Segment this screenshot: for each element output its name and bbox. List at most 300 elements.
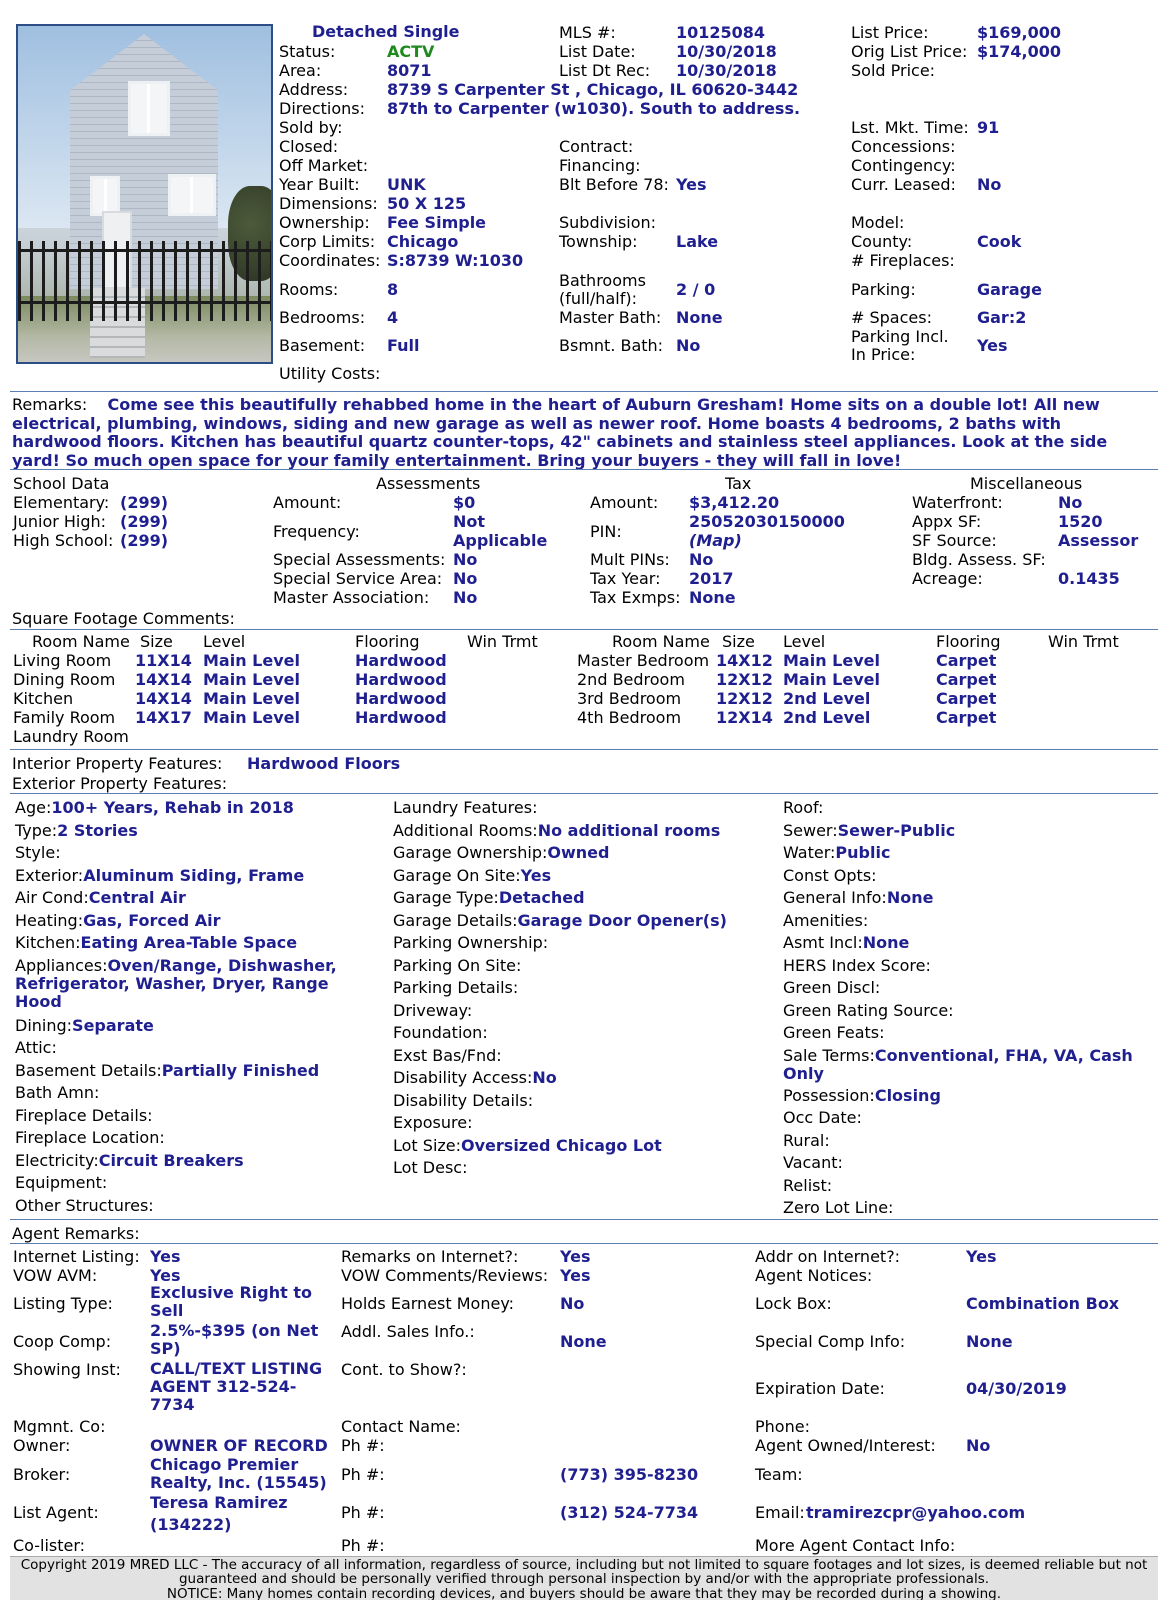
feature-value: 2 Stories: [57, 820, 138, 840]
room-level: 2nd Level: [783, 689, 871, 708]
agent-phone[interactable]: (312) 524-7734: [560, 1503, 699, 1522]
feature-row: [783, 797, 1153, 820]
feature-label: Disability Details:: [393, 1090, 534, 1110]
remarks-label: Remarks:: [12, 395, 88, 414]
feature-label: Rural:: [783, 1130, 830, 1150]
tax-title: Tax: [725, 474, 752, 493]
rooms-header-size: Size: [722, 632, 755, 651]
blt-before-label: Blt Before 78:: [559, 175, 669, 194]
interior-features-label: Interior Property Features:: [12, 754, 223, 773]
county-label: County:: [851, 232, 913, 251]
room-size: 14X17: [135, 708, 192, 727]
internet-listing-value: Yes: [150, 1247, 181, 1266]
feature-label: Exposure:: [393, 1113, 473, 1132]
parking-incl-label: Parking Incl.: [851, 327, 949, 346]
dimensions-value: 50 X 125: [387, 194, 467, 213]
off-market-label: Off Market:: [279, 156, 369, 175]
divider: [10, 1243, 1158, 1244]
room-name: Kitchen: [13, 689, 74, 708]
ph-label: Ph #:: [341, 1503, 385, 1522]
feature-row: [783, 1107, 1153, 1130]
feature-label: Electricity:: [15, 1150, 99, 1170]
feature-value: Oven/Range, Dishwasher, Refrigerator, Washer, Dryer, Range Hood: [15, 955, 337, 1011]
waterfront-label: Waterfront:: [912, 493, 1003, 512]
high-school-value: (299): [120, 531, 169, 550]
divider: [10, 469, 1158, 470]
frequency-value: Not: [453, 512, 486, 531]
feature-value: 100+ Years, Rehab in 2018: [51, 798, 294, 817]
coop-comp-value: 2.5%-$395 (on Net SP): [150, 1321, 319, 1358]
feature-label: Green Rating Source:: [783, 1000, 954, 1020]
high-school-label: High School:: [13, 531, 114, 550]
feature-row: [393, 932, 763, 955]
feature-row: [15, 1105, 365, 1128]
feature-row: [783, 842, 1153, 865]
model-label: Model:: [851, 213, 905, 232]
feature-label: Style:: [15, 843, 61, 862]
vow-avm-value: Yes: [150, 1266, 181, 1285]
lock-box-value: Combination Box: [966, 1294, 1120, 1313]
basement-value: Full: [387, 336, 420, 355]
contact-name-label: Contact Name:: [341, 1417, 461, 1436]
room-size: 11X14: [135, 651, 192, 670]
feature-row: [393, 887, 763, 910]
sold-by-label: Sold by:: [279, 118, 343, 137]
feature-row: [783, 1022, 1153, 1045]
property-photo[interactable]: [16, 24, 273, 364]
feature-row: [783, 820, 1153, 843]
status-label: Status:: [279, 42, 336, 61]
addr-internet-label: Addr on Internet?:: [755, 1247, 901, 1266]
feature-value: Yes: [520, 865, 552, 885]
feature-label: Other Structures:: [15, 1195, 154, 1215]
feature-value: No: [532, 1068, 557, 1087]
ownership-label: Ownership:: [279, 213, 370, 232]
room-size: 12X12: [716, 689, 773, 708]
feature-row: [783, 887, 1153, 910]
internet-listing-label: Internet Listing:: [13, 1247, 140, 1266]
feature-row: [15, 1195, 365, 1218]
frequency-label: Frequency:: [273, 522, 360, 541]
feature-label: Garage Details:: [393, 910, 518, 930]
room-level: Main Level: [203, 651, 300, 670]
room-level: Main Level: [783, 651, 880, 670]
fireplaces-label: # Fireplaces:: [851, 251, 955, 270]
list-price-value: $169,000: [977, 23, 1062, 42]
feature-row: [783, 1085, 1153, 1108]
feature-label: Zero Lot Line:: [783, 1198, 894, 1217]
feature-label: Heating:: [15, 910, 84, 930]
junior-high-value: (299): [120, 512, 169, 531]
parking-incl-value: Yes: [977, 336, 1008, 355]
feature-label: Kitchen:: [15, 933, 81, 952]
feature-label: General Info:: [783, 888, 887, 907]
corp-limits-value: Chicago: [387, 232, 459, 251]
parking-value: Garage: [977, 280, 1042, 299]
tax-year-value: 2017: [689, 569, 734, 588]
feature-row: [393, 865, 763, 888]
feature-row: [393, 1135, 763, 1158]
feature-value: Circuit Breakers: [98, 1150, 244, 1170]
feature-label: Garage Type:: [393, 888, 499, 907]
feature-row: [15, 1127, 365, 1150]
bedrooms-value: 4: [387, 308, 399, 327]
mls-label: MLS #:: [559, 23, 616, 42]
broker-value: Chicago Premier Realty, Inc. (15545): [150, 1455, 327, 1492]
special-comp-label: Special Comp Info:: [755, 1332, 906, 1351]
room-name: 3rd Bedroom: [577, 689, 682, 708]
sf-source-label: SF Source:: [912, 531, 997, 550]
sold-price-label: Sold Price:: [851, 61, 936, 80]
list-date-value: 10/30/2018: [676, 42, 777, 61]
year-built-label: Year Built:: [279, 175, 360, 194]
tax-exmps-value: None: [689, 588, 736, 607]
bsmnt-bath-label: Bsmnt. Bath:: [559, 336, 664, 355]
feature-value: Sewer-Public: [837, 820, 956, 840]
phone-label: Phone:: [755, 1417, 810, 1436]
feature-row: [393, 1112, 763, 1135]
feature-row: [15, 1060, 365, 1083]
concessions-label: Concessions:: [851, 137, 956, 156]
dimensions-label: Dimensions:: [279, 194, 378, 213]
rooms-header-win-trmt: Win Trmt: [1048, 632, 1119, 651]
contingency-label: Contingency:: [851, 156, 956, 175]
lock-box-label: Lock Box:: [755, 1294, 832, 1313]
bsmnt-bath-value: No: [676, 336, 701, 355]
parking-incl-label-2: In Price:: [851, 345, 916, 364]
rooms-header-name: Room Name: [612, 632, 710, 651]
divider: [10, 1219, 1158, 1220]
feature-label: Appliances:: [15, 955, 108, 975]
feature-value: Oversized Chicago Lot: [461, 1135, 662, 1155]
feature-label: Fireplace Location:: [15, 1128, 165, 1147]
bldg-assess-sf-label: Bldg. Assess. SF:: [912, 550, 1046, 569]
acreage-value: 0.1435: [1058, 569, 1120, 588]
ownership-value: Fee Simple: [387, 213, 487, 232]
showing-inst-value: CALL/TEXT LISTING AGENT 312-524-7734: [150, 1359, 323, 1414]
misc-title: Miscellaneous: [970, 474, 1083, 493]
expiration-date-value: 04/30/2019: [966, 1379, 1067, 1398]
feature-label: Equipment:: [15, 1173, 108, 1192]
vow-avm-label: VOW AVM:: [13, 1266, 98, 1285]
feature-row: [783, 932, 1153, 955]
master-association-label: Master Association:: [273, 588, 430, 607]
acreage-label: Acreage:: [912, 569, 983, 588]
feature-row: [393, 842, 763, 865]
feature-label: Garage Ownership:: [393, 843, 548, 862]
room-size: 14X12: [716, 651, 773, 670]
feature-row: [783, 1152, 1153, 1175]
earnest-money-value: No: [560, 1294, 585, 1313]
room-size: 12X14: [716, 708, 773, 727]
feature-label: Air Cond:: [15, 888, 89, 907]
status-value: ACTV: [387, 42, 435, 61]
agent-owned-value: No: [966, 1436, 991, 1455]
vow-comments-label: VOW Comments/Reviews:: [341, 1266, 549, 1285]
room-name: Master Bedroom: [577, 651, 710, 670]
master-bath-value: None: [676, 308, 723, 327]
feature-label: Green Discl:: [783, 978, 881, 997]
parking-label: Parking:: [851, 280, 916, 299]
room-name: Living Room: [13, 651, 112, 670]
room-flooring: Carpet: [936, 651, 997, 670]
feature-value: Eating Area-Table Space: [80, 933, 298, 952]
address-value: 8739 S Carpenter St , Chicago, IL 60620-3442: [387, 80, 799, 99]
feature-row: [15, 1015, 365, 1038]
bathrooms-label: Bathrooms: [559, 271, 646, 290]
spaces-value: Gar:2: [977, 308, 1027, 327]
elementary-label: Elementary:: [13, 493, 110, 512]
list-agent-id: (134222): [150, 1515, 232, 1534]
basement-label: Basement:: [279, 336, 366, 355]
spaces-label: # Spaces:: [851, 308, 932, 327]
feature-label: Exterior:: [15, 865, 84, 885]
room-level: Main Level: [203, 670, 300, 689]
feature-row: [393, 955, 763, 978]
township-value: Lake: [676, 232, 719, 251]
county-value: Cook: [977, 232, 1022, 251]
subdivision-label: Subdivision:: [559, 213, 657, 232]
special-assessments-value: No: [453, 550, 478, 569]
feature-row: [393, 1067, 763, 1090]
feature-row: [15, 910, 365, 933]
sqft-comments-label: Square Footage Comments:: [12, 609, 235, 628]
coordinates-label: Coordinates:: [279, 251, 381, 270]
room-level: Main Level: [203, 708, 300, 727]
feature-label: Roof:: [783, 798, 824, 817]
rooms-header-flooring: Flooring: [355, 632, 420, 651]
list-date-label: List Date:: [559, 42, 636, 61]
tax-exmps-label: Tax Exmps:: [590, 588, 681, 607]
room-flooring: Carpet: [936, 708, 997, 727]
room-size: 14X14: [135, 689, 192, 708]
feature-value: Detached: [498, 888, 585, 907]
divider: [10, 793, 1158, 794]
mls-value: 10125084: [676, 23, 766, 42]
feature-value: None: [886, 888, 934, 907]
ph-label: Ph #:: [341, 1465, 385, 1484]
orig-list-price-value: $174,000: [977, 42, 1062, 61]
feature-label: Parking On Site:: [393, 955, 522, 975]
room-level: Main Level: [783, 670, 880, 689]
room-size: 12X12: [716, 670, 773, 689]
feature-label: Fireplace Details:: [15, 1105, 153, 1125]
directions-value: 87th to Carpenter (w1030). South to address.: [387, 99, 801, 118]
coop-comp-label: Coop Comp:: [13, 1332, 112, 1351]
bathrooms-value: 2 / 0: [676, 280, 716, 299]
room-flooring: Carpet: [936, 689, 997, 708]
feature-value: Public: [835, 843, 891, 862]
rooms-value: 8: [387, 280, 399, 299]
room-name: Family Room: [13, 708, 116, 727]
special-comp-value: None: [966, 1332, 1013, 1351]
feature-value: No additional rooms: [537, 820, 721, 840]
elementary-value: (299): [120, 493, 169, 512]
map-link[interactable]: (Map): [689, 531, 742, 550]
agent-notices-label: Agent Notices:: [755, 1266, 873, 1285]
feature-row: [15, 887, 365, 910]
blt-before-value: Yes: [676, 175, 707, 194]
feature-label: HERS Index Score:: [783, 955, 931, 975]
feature-row: [15, 1172, 365, 1195]
special-service-area-label: Special Service Area:: [273, 569, 443, 588]
feature-value: Gas, Forced Air: [83, 910, 221, 930]
feature-row: [393, 1000, 763, 1023]
rooms-header-win-trmt: Win Trmt: [467, 632, 538, 651]
feature-value: Central Air: [88, 888, 186, 907]
area-label: Area:: [279, 61, 322, 80]
feature-label: Disability Access:: [393, 1068, 533, 1087]
feature-label: Amenities:: [783, 910, 869, 930]
feature-label: Exst Bas/Fnd:: [393, 1045, 502, 1065]
divider: [10, 391, 1158, 392]
room-flooring: Hardwood: [355, 708, 447, 727]
feature-value: Owned: [547, 843, 610, 862]
contract-label: Contract:: [559, 137, 634, 156]
room-name: Laundry Room: [13, 727, 129, 746]
addr-internet-value: Yes: [966, 1247, 997, 1266]
feature-row: [783, 1197, 1153, 1220]
room-level: 2nd Level: [783, 708, 871, 727]
rooms-header-level: Level: [203, 632, 246, 651]
curr-leased-label: Curr. Leased:: [851, 175, 956, 194]
bedrooms-label: Bedrooms:: [279, 308, 366, 327]
cont-to-show-label: Cont. to Show?:: [341, 1360, 467, 1379]
frequency-value-2: Applicable: [453, 531, 548, 550]
agent-owned-label: Agent Owned/Interest:: [755, 1436, 936, 1455]
directions-label: Directions:: [279, 99, 366, 118]
appx-sf-label: Appx SF:: [912, 512, 982, 531]
list-dt-rec-label: List Dt Rec:: [559, 61, 651, 80]
notice-text: NOTICE: Many homes contain recording devices, and buyers should be aware that they may be recorded during a showing.: [166, 1585, 1002, 1600]
pin-label: PIN:: [590, 522, 622, 541]
feature-label: Relist:: [783, 1175, 833, 1195]
rooms-header-size: Size: [140, 632, 173, 651]
school-data-title: School Data: [13, 474, 110, 493]
curr-leased-value: No: [977, 175, 1002, 194]
junior-high-label: Junior High:: [13, 512, 107, 531]
feature-row: [393, 977, 763, 1000]
feature-value: Conventional, FHA, VA, Cash Only: [783, 1045, 1133, 1083]
township-label: Township:: [559, 232, 638, 251]
owner-label: Owner:: [13, 1436, 71, 1455]
copyright-text: Copyright 2019 MRED LLC - The accuracy of all information, regardless of source, including but not limited to square footages and lot sizes, is deemed reliable but not guaranteed and should be personally verified through personal inspection by and/or with the appropriate professionals.: [20, 1557, 1148, 1588]
feature-row: [15, 957, 365, 1011]
interior-features-value: Hardwood Floors: [247, 754, 401, 773]
feature-row: [783, 1000, 1153, 1023]
list-agent-value: Teresa Ramirez: [150, 1493, 288, 1512]
room-name: 4th Bedroom: [577, 708, 682, 727]
feature-label: Driveway:: [393, 1000, 473, 1020]
feature-value: None: [862, 933, 910, 952]
list-agent-label: List Agent:: [13, 1503, 99, 1522]
feature-label: Asmt Incl:: [783, 933, 863, 952]
room-name: 2nd Bedroom: [577, 670, 685, 689]
feature-label: Parking Ownership:: [393, 933, 549, 952]
feature-label: Possession:: [783, 1085, 875, 1105]
assess-amount-label: Amount:: [273, 493, 342, 512]
features-column-1: [15, 797, 365, 1217]
room-flooring: Hardwood: [355, 651, 447, 670]
listing-type-value: Exclusive Right to Sell: [150, 1283, 312, 1320]
property-type: Detached Single: [312, 22, 460, 41]
pin-value: 25052030150000: [689, 512, 845, 531]
exterior-features-label: Exterior Property Features:: [12, 774, 228, 793]
copyright-footer: [10, 1556, 1158, 1600]
tax-amount-value: $3,412.20: [689, 493, 780, 512]
mgmt-co-label: Mgmnt. Co:: [13, 1417, 106, 1436]
utility-costs-label: Utility Costs:: [279, 364, 381, 383]
feature-row: [393, 910, 763, 933]
feature-row: [783, 1047, 1153, 1083]
feature-label: Green Feats:: [783, 1023, 885, 1042]
corp-limits-label: Corp Limits:: [279, 232, 376, 251]
area-value: 8071: [387, 61, 432, 80]
feature-row: [15, 842, 365, 865]
lst-mkt-time-value: 91: [977, 118, 1000, 137]
feature-row: [393, 797, 763, 820]
photo-fence: [18, 241, 271, 321]
photo-window: [90, 176, 120, 216]
rooms-label: Rooms:: [279, 280, 339, 299]
features-column-3: [783, 797, 1153, 1220]
addl-sales-label: Addl. Sales Info.:: [341, 1322, 475, 1341]
features-column-2: [393, 797, 763, 1180]
remarks: [12, 396, 1142, 470]
feature-value: Partially Finished: [161, 1060, 320, 1080]
feature-row: [15, 1082, 365, 1105]
agent-remarks-label: Agent Remarks:: [12, 1224, 140, 1243]
mult-pins-value: No: [689, 550, 714, 569]
address-label: Address:: [279, 80, 349, 99]
broker-phone[interactable]: (773) 395-8230: [560, 1465, 699, 1484]
feature-row: [15, 932, 365, 955]
feature-label: Water:: [783, 843, 836, 862]
feature-row: [783, 1130, 1153, 1153]
email-label: Email:: [755, 1503, 805, 1522]
email-link[interactable]: tramirezcpr@yahoo.com: [806, 1503, 1026, 1522]
list-dt-rec-value: 10/30/2018: [676, 61, 777, 80]
list-price-label: List Price:: [851, 23, 929, 42]
feature-row: [15, 1037, 365, 1060]
bathrooms-label-2: (full/half):: [559, 289, 637, 308]
feature-row: [15, 865, 365, 888]
feature-row: [783, 977, 1153, 1000]
feature-value: Garage Door Opener(s): [517, 910, 727, 930]
more-agent-contact-label: More Agent Contact Info:: [755, 1536, 956, 1555]
feature-row: [393, 1022, 763, 1045]
room-flooring: Carpet: [936, 670, 997, 689]
assessments-title: Assessments: [376, 474, 481, 493]
showing-inst-label: Showing Inst:: [13, 1360, 121, 1379]
master-association-value: No: [453, 588, 478, 607]
feature-label: Garage On Site:: [393, 865, 521, 885]
broker-label: Broker:: [13, 1465, 71, 1484]
tax-amount-label: Amount:: [590, 493, 659, 512]
assess-amount-value: $0: [453, 493, 476, 512]
feature-label: Type:: [15, 820, 58, 840]
rooms-header-name: Room Name: [32, 632, 130, 651]
room-name: Dining Room: [13, 670, 116, 689]
feature-label: Sale Terms:: [783, 1045, 875, 1065]
remarks-text: Come see this beautifully rehabbed home in the heart of Auburn Gresham! Home sits on a double lot! All new electrical, plumbing, windows, siding and new garage as well as newer roof. Home boasts 4 bedrooms, 2 baths with hardwood floors. Kitchen has beautiful quartz counter-tops, 42" cabinets and stainless steel appliances. Look at the side yard! So much open space for your family entertainment. Bring your buyers - they will fall in love!: [12, 395, 1108, 470]
remarks-internet-value: Yes: [560, 1247, 591, 1266]
waterfront-value: No: [1058, 493, 1083, 512]
divider: [10, 629, 1158, 630]
feature-label: Bath Amn:: [15, 1083, 100, 1102]
owner-value: OWNER OF RECORD: [150, 1436, 328, 1455]
room-size: 14X14: [135, 670, 192, 689]
